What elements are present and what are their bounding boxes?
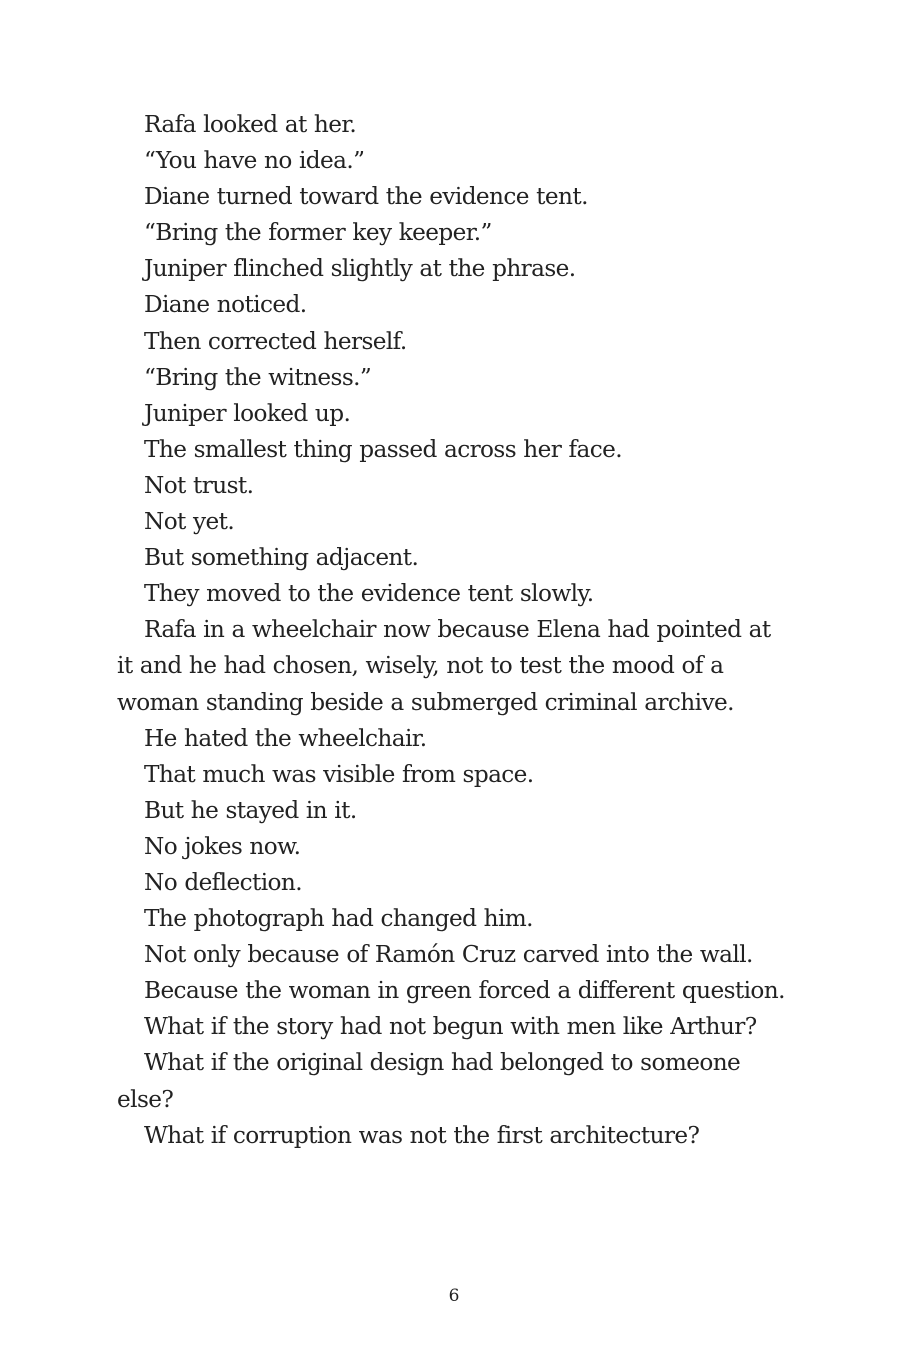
paragraph: Because the woman in green forced a different question. bbox=[144, 977, 785, 1005]
paragraph: No jokes now. bbox=[144, 832, 301, 860]
paragraph: Juniper looked up. bbox=[144, 399, 351, 427]
paragraph: The smallest thing passed across her face. bbox=[144, 435, 622, 463]
paragraph: “You have no idea.” bbox=[144, 147, 365, 175]
paragraph: Juniper flinched slightly at the phrase. bbox=[144, 255, 576, 283]
paragraph: He hated the wheelchair. bbox=[144, 724, 427, 752]
page-number: 6 bbox=[448, 1286, 460, 1306]
paragraph: But something adjacent. bbox=[144, 544, 419, 572]
paragraph: They moved to the evidence tent slowly. bbox=[144, 580, 594, 608]
paragraph: “Bring the former key keeper.” bbox=[144, 219, 492, 247]
paragraph: “Bring the witness.” bbox=[144, 363, 372, 391]
paragraph: Not only because of Ramón Cruz carved into the wall. bbox=[144, 941, 753, 969]
paragraph: Rafa in a wheelchair now because Elena had pointed at it and he had chosen, wisely, not to test the mood of a woman standing beside a submerged criminal archive. bbox=[117, 616, 771, 716]
paragraph: Diane noticed. bbox=[144, 291, 307, 319]
paragraph: Not yet. bbox=[144, 508, 235, 536]
paragraph: That much was visible from space. bbox=[144, 760, 534, 788]
paragraph: Diane turned toward the evidence tent. bbox=[144, 183, 588, 211]
paragraph: Then corrected herself. bbox=[144, 327, 407, 355]
paragraph: Rafa looked at her. bbox=[144, 111, 357, 138]
body-text bbox=[117, 107, 785, 1154]
paragraph: But he stayed in it. bbox=[144, 796, 357, 824]
paragraph: What if the story had not begun with men like Arthur? bbox=[144, 1013, 757, 1041]
paragraph: The photograph had changed him. bbox=[144, 905, 533, 933]
paragraph: No deflection. bbox=[144, 868, 302, 896]
paragraph: Not trust. bbox=[144, 471, 254, 499]
paragraph: What if corruption was not the first architecture? bbox=[144, 1121, 700, 1149]
paragraph: What if the original design had belonged to someone else? bbox=[117, 1049, 741, 1113]
